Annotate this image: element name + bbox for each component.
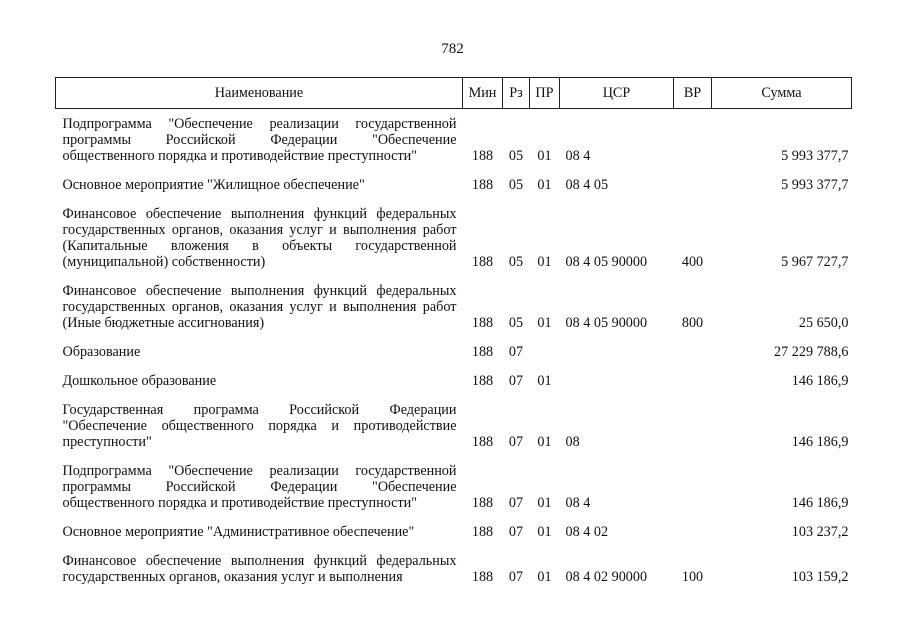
row-sum: 146 186,9	[791, 373, 849, 389]
row-min: 188	[471, 177, 494, 193]
row-csr: 08 4 02	[565, 524, 609, 540]
row-vr: 100	[681, 569, 704, 585]
row-pr: 01	[537, 373, 552, 389]
row-pr	[530, 338, 560, 367]
row-sum: 103 159,2	[791, 569, 849, 585]
table-row	[56, 109, 852, 172]
row-pr: 01	[537, 569, 552, 585]
row-pr: 01	[537, 177, 552, 193]
row-pr: 01	[537, 148, 552, 164]
table-row	[56, 457, 852, 518]
row-csr: 08	[565, 434, 580, 450]
header-row	[56, 78, 852, 109]
row-name: Финансовое обеспечение выполнения функций федеральных государственных органов, оказания услуг и выполнения	[62, 553, 457, 585]
row-sum: 5 993 377,7	[781, 177, 849, 193]
header-rz: Рз	[503, 78, 530, 109]
row-name: Государственная программа Российской Федерации "Обеспечение общественного порядка и противодействие преступности"	[62, 402, 457, 450]
row-csr: 08 4	[565, 495, 591, 511]
row-rz: 07	[508, 569, 524, 585]
row-csr	[560, 338, 674, 367]
row-csr: 08 4	[565, 148, 591, 164]
table-row	[56, 518, 852, 547]
row-min: 188	[471, 148, 494, 164]
row-name: Дошкольное образование	[62, 373, 217, 389]
row-csr: 08 4 05 90000	[565, 254, 648, 270]
row-sum: 146 186,9	[791, 495, 849, 511]
row-pr: 01	[537, 434, 552, 450]
row-vr	[674, 457, 712, 518]
page-number: 782	[441, 41, 464, 57]
row-vr	[674, 396, 712, 457]
header-min: Мин	[463, 78, 503, 109]
row-csr: 08 4 05 90000	[565, 315, 648, 331]
header-csr: ЦСР	[560, 78, 674, 109]
row-sum: 146 186,9	[791, 434, 849, 450]
header-pr: ПР	[530, 78, 560, 109]
row-csr: 08 4 02 90000	[565, 569, 648, 585]
row-rz: 07	[508, 344, 524, 360]
row-name: Подпрограмма "Обеспечение реализации государственной программы Российской Федерации "Обеспечение общественного порядка и противодействие преступности"	[62, 463, 457, 511]
header-sum: Сумма	[712, 78, 852, 109]
row-sum: 25 650,0	[798, 315, 849, 331]
table-row	[56, 367, 852, 396]
row-sum: 5 967 727,7	[781, 254, 849, 270]
row-name: Подпрограмма "Обеспечение реализации государственной программы Российской Федерации "Обеспечение общественного порядка и противодействие преступности"	[62, 116, 457, 164]
row-vr: 400	[681, 254, 704, 270]
row-pr: 01	[537, 524, 552, 540]
table-row	[56, 171, 852, 200]
row-name: Финансовое обеспечение выполнения функций федеральных государственных органов, оказания услуг и выполнения работ (Капитальные вложения в объекты государственной (муниципальной) собственности)	[62, 206, 457, 270]
row-name: Финансовое обеспечение выполнения функций федеральных государственных органов, оказания услуг и выполнения работ (Иные бюджетные ассигнования)	[62, 283, 457, 331]
row-vr	[674, 171, 712, 200]
table-row	[56, 200, 852, 277]
row-rz: 07	[508, 373, 524, 389]
row-rz: 07	[508, 434, 524, 450]
row-name: Образование	[62, 344, 141, 360]
table-row	[56, 338, 852, 367]
row-rz: 05	[508, 254, 524, 270]
row-vr	[674, 109, 712, 172]
row-min: 188	[471, 254, 494, 270]
row-name: Основное мероприятие "Жилищное обеспечение"	[62, 177, 365, 193]
row-pr: 01	[537, 315, 552, 331]
row-vr	[674, 518, 712, 547]
budget-table	[55, 77, 852, 592]
row-vr	[674, 367, 712, 396]
row-rz: 05	[508, 315, 524, 331]
row-min: 188	[471, 373, 494, 389]
row-rz: 07	[508, 524, 524, 540]
row-rz: 05	[508, 148, 524, 164]
row-sum: 5 993 377,7	[781, 148, 849, 164]
row-min: 188	[471, 569, 494, 585]
row-min: 188	[471, 524, 494, 540]
row-sum: 103 237,2	[791, 524, 849, 540]
table-row	[56, 547, 852, 592]
row-min: 188	[471, 315, 494, 331]
row-pr: 01	[537, 254, 552, 270]
row-min: 188	[471, 495, 494, 511]
row-rz: 05	[508, 177, 524, 193]
row-csr	[560, 367, 674, 396]
row-name: Основное мероприятие "Административное обеспечение"	[62, 524, 415, 540]
row-csr: 08 4 05	[565, 177, 609, 193]
header-vr: ВР	[674, 78, 712, 109]
row-min: 188	[471, 344, 494, 360]
row-rz: 07	[508, 495, 524, 511]
table-row	[56, 277, 852, 338]
row-pr: 01	[537, 495, 552, 511]
header-name: Наименование	[56, 78, 463, 109]
row-vr: 800	[681, 315, 704, 331]
row-vr	[674, 338, 712, 367]
table-row	[56, 396, 852, 457]
row-sum: 27 229 788,6	[774, 344, 849, 360]
row-min: 188	[471, 434, 494, 450]
